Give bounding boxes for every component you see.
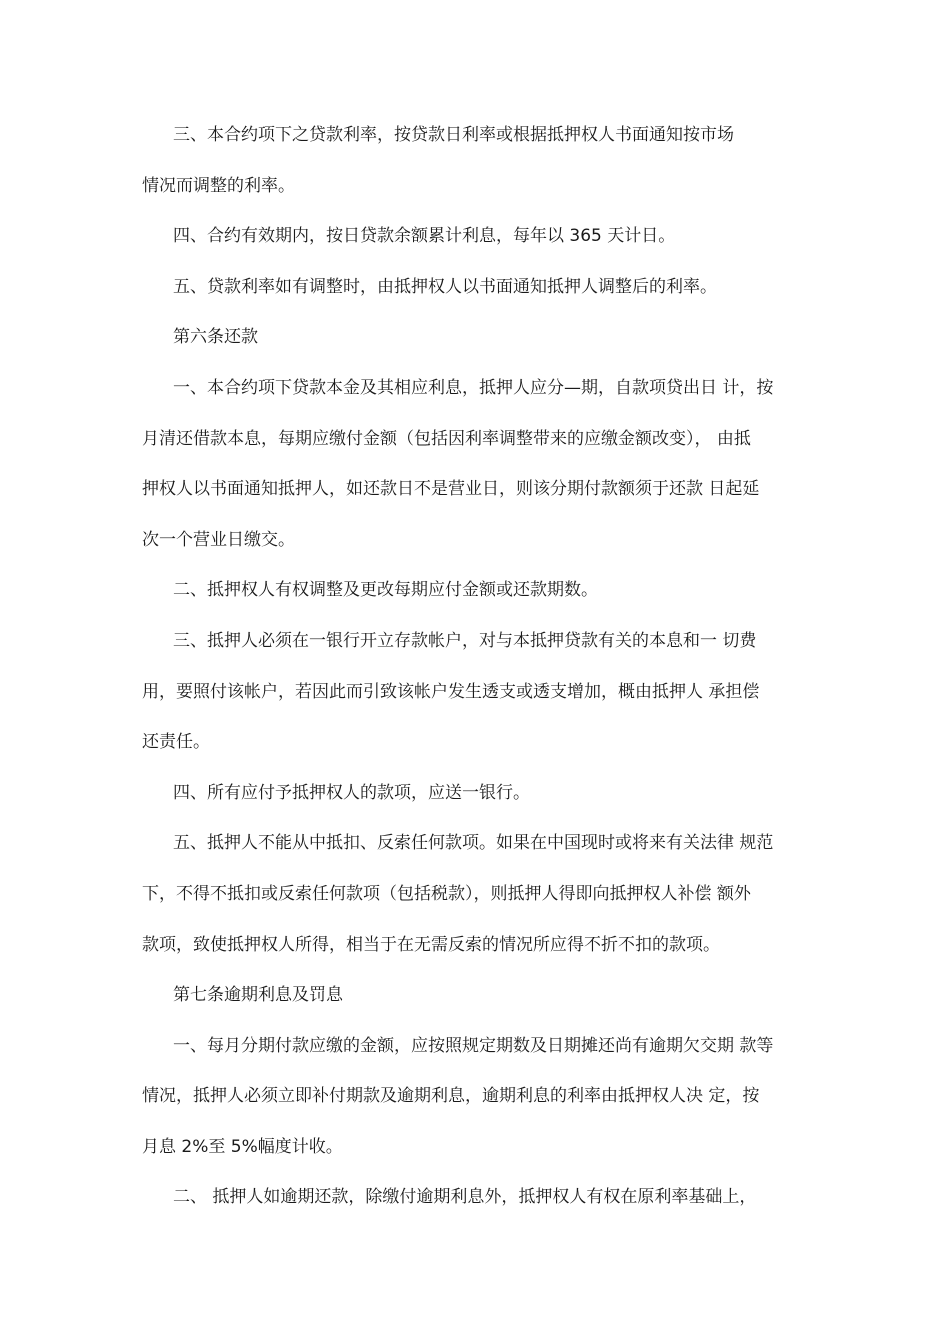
clause-4-interest-calculation [142,211,814,262]
article-6-clause-3 [142,616,814,768]
text-line: 还责任。 [142,732,210,753]
text-line: 次一个营业日缴交。 [142,529,295,550]
clause-3-interest-rate [142,110,814,211]
text-line: 四、所有应付予抵押权人的款项，应送一银行。 [173,782,530,803]
text-line: 月清还借款本息，每期应缴付金额（包括因利率调整带来的应缴金额改变）， 由抵 [142,428,751,449]
text-line: 五、抵押人不能从中抵扣、反索任何款项。如果在中国现时或将来有关法律 规范 [173,833,774,854]
text-line: 情况而调整的利率。 [142,175,295,196]
article-7-heading [142,970,814,1021]
text-line: 五、贷款利率如有调整时，由抵押权人以书面通知抵押人调整后的利率。 [173,276,717,297]
heading-text: 第七条逾期利息及罚息 [173,985,343,1006]
article-6-clause-4 [142,768,814,819]
article-6-clause-1 [142,363,814,565]
text-line: 月息 2%至 5%幅度计收。 [142,1136,343,1157]
text-line: 三、抵押人必须在一银行开立存款帐户，对与本抵押贷款有关的本息和一 切费 [173,630,757,651]
text-line: 三、本合约项下之贷款利率，按贷款日利率或根据抵押权人书面通知按市场 [173,125,734,145]
text-line: 押权人以书面通知抵押人，如还款日不是营业日，则该分期付款额须于还款 日起延 [142,479,760,500]
text-line: 一、本合约项下贷款本金及其相应利息，抵押人应分—期，自款项贷出日 计，按 [173,377,774,398]
text-line: 情况，抵押人必须立即补付期款及逾期利息，逾期利息的利率由抵押权人决 定，按 [142,1086,760,1107]
text-line: 用，要照付该帐户，若因此而引致该帐户发生透支或透支增加，概由抵押人 承担偿 [142,681,760,702]
text-line: 二、抵押权人有权调整及更改每期应付金额或还款期数。 [173,580,598,601]
text-line: 二、 抵押人如逾期还款，除缴付逾期利息外，抵押权人有权在原利率基础上， [173,1187,757,1208]
article-7-clause-1 [142,1021,814,1173]
clause-5-rate-adjustment [142,262,814,313]
text-line: 下，不得不抵扣或反索任何款项（包括税款），则抵押人得即向抵押权人补偿 额外 [142,883,751,904]
document-body [142,110,814,1223]
text-line: 款项，致使抵押权人所得，相当于在无需反索的情况所应得不折不扣的款项。 [142,934,720,955]
article-6-clause-2 [142,565,814,616]
heading-text: 第六条还款 [173,327,258,348]
article-6-clause-5 [142,818,814,970]
article-7-clause-2 [142,1172,814,1223]
article-6-heading [142,312,814,363]
text-line: 四、合约有效期内，按日贷款余额累计利息，每年以 365 天计日。 [173,226,676,247]
text-line: 一、每月分期付款应缴的金额，应按照规定期数及日期摊还尚有逾期欠交期 款等 [173,1035,774,1056]
